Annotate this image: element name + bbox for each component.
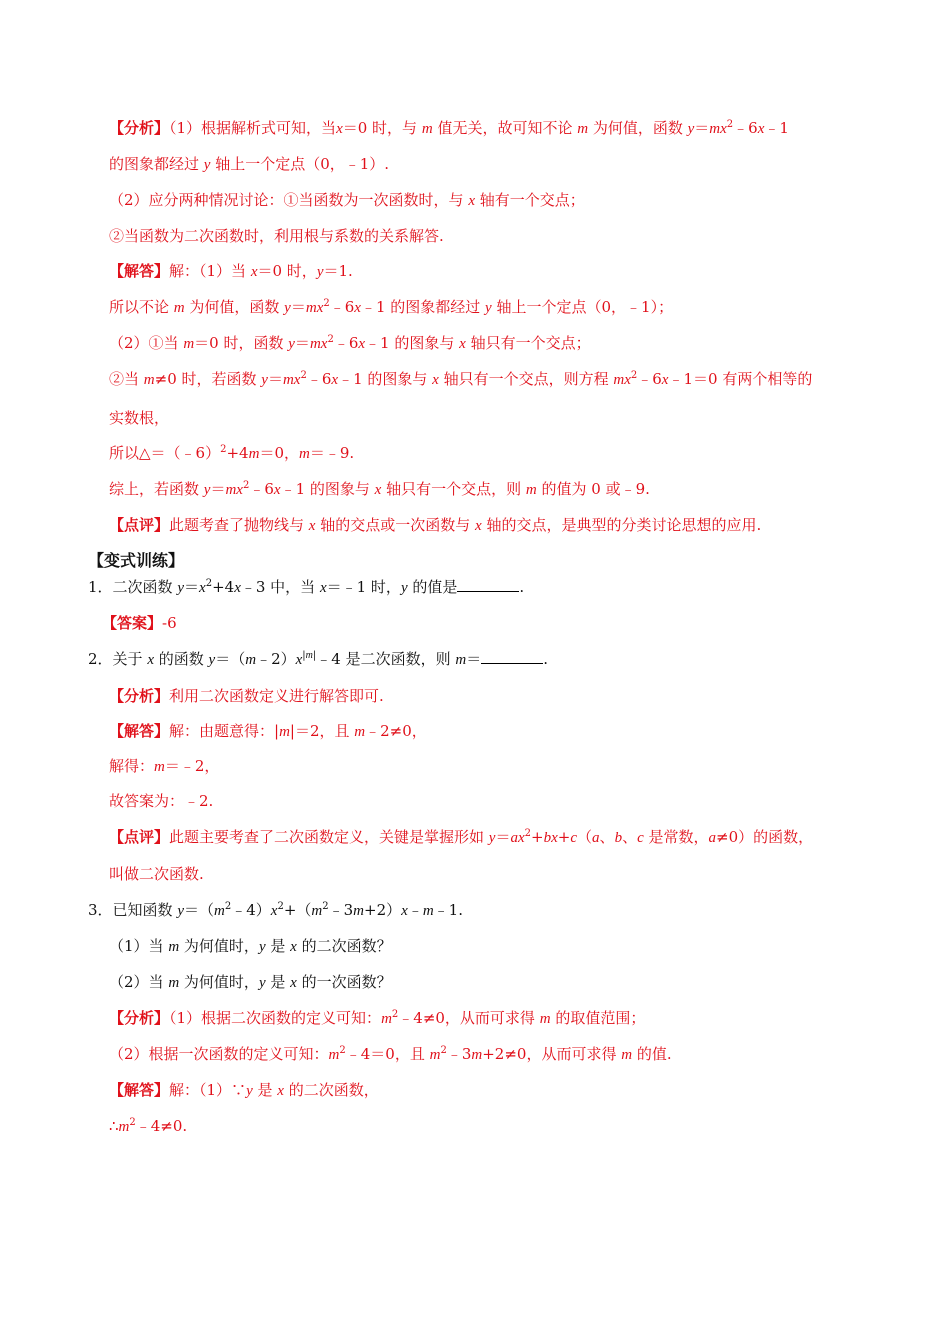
sub-question-1: （1）当 m 为何值时，y 是 x 的二次函数？ [109,937,392,955]
analysis-label: 【分析】 [109,687,170,705]
comment-label: 【点评】 [109,516,170,534]
q3-analysis-line-2: （2）根据一次函数的定义可知：$m^2﹣4=0$，且 $m^2﹣3m+2\ne 0$，从而可求得 m 的值. [109,1045,672,1063]
q2-solution-line-3: 故答案为：﹣2. [109,792,214,810]
answer-blank [457,577,519,592]
analysis-label: 【分析】 [109,1009,170,1027]
analysis-line-1: 【分析】（1）根据解析式可知，当x＝0 时，与 m 值无关，故可知不论 m 为何值，函数 $y=mx^2﹣6x﹣1$ [109,119,789,137]
q2-comment-line-2: 叫做二次函数. [109,865,204,883]
solution-line-2: 所以不论 m 为何值，函数 $y=mx^2﹣6x﹣1$ 的图象都经过 y 轴上一个定点（0，﹣1）； [109,298,674,316]
question-number: 1． [88,578,113,596]
question-number: 2． [88,650,113,668]
q2-solution-line-1: 【解答】解：由题意得：|m|＝2，且 m﹣2≠0， [109,722,427,740]
question-number: 3． [88,901,113,919]
question-1: 1．二次函数 $y=x^2+4x﹣3$ 中，当 x＝﹣1 时，y 的值是 . [88,578,525,596]
q2-analysis [109,686,384,706]
analysis-label: 【分析】 [109,119,170,137]
answer-line [102,613,177,633]
q3-solution-line-1: 【解答】解：（1）∵y 是 x 的二次函数， [109,1081,379,1099]
q2-solution-line-2: 解得：m＝﹣2， [109,757,220,775]
answer-blank [481,649,543,664]
question-3: 3．已知函数 $y=(m^2﹣4)x^2+(m^2﹣3m+2)x﹣m﹣1$. [88,901,463,919]
analysis-text: 利用二次函数定义进行解答即可. [169,687,384,705]
answer-value: -6 [162,614,177,632]
q3-solution-line-2: $\therefore m^2﹣4\ne 0$. [109,1117,188,1135]
solution-line-7: 综上，若函数 $y=mx^2﹣6x﹣1$ 的图象与 x 轴只有一个交点，则 m 的值为 0 或﹣9. [109,480,650,498]
solution-line-6: 所以△＝（﹣6）$^2$+4m＝0，m＝﹣9. [109,444,355,462]
analysis-line-2: 的图象都经过 y 轴上一个定点（0，﹣1）. [109,155,390,173]
answer-label: 【答案】 [102,614,163,632]
analysis-line-4: ②当函数为二次函数时，利用根与系数的关系解答. [109,227,444,245]
solution-label: 【解答】 [109,722,170,740]
analysis-line-3: （2）应分两种情况讨论：①当函数为一次函数时，与 x 轴有一个交点； [109,191,585,209]
solution-label: 【解答】 [109,1081,170,1099]
comment-line: 【点评】此题考查了抛物线与 x 轴的交点或一次函数与 x 轴的交点，是典型的分类讨论思想的应用. [109,516,762,534]
q3-analysis-line-1: 【分析】（1）根据二次函数的定义可知：$m^2﹣4\ne 0$，从而可求得 m 的取值范围； [109,1009,646,1027]
comment-label: 【点评】 [109,828,170,846]
solution-line-4: ②当 m≠0 时，若函数 $y=mx^2﹣6x﹣1$ 的图象与 x 轴只有一个交点，则方程 $mx^2﹣6x﹣1=0$ 有两个相等的 [109,370,813,388]
section-title: 【变式训练】 [88,551,185,570]
question-2: 2．关于 x 的函数 $y=(m﹣2)x^{|m|}﹣4$ 是二次函数，则 m＝ . [88,650,549,668]
solution-line-1: 【解答】解：（1）当 x＝0 时，y＝1. [109,262,353,280]
solution-line-5: 实数根， [109,409,170,427]
solution-line-3: （2）①当 m＝0 时，函数 $y=mx^2﹣6x﹣1$ 的图象与 x 轴只有一个交点； [109,334,591,352]
sub-question-2: （2）当 m 为何值时，y 是 x 的一次函数？ [109,973,392,991]
solution-label: 【解答】 [109,262,170,280]
q2-comment-line-1: 【点评】此题主要考查了二次函数定义，关键是掌握形如 $y=ax^2+bx+c(a$、b、c 是常数，a≠0）的函数， [109,828,814,846]
